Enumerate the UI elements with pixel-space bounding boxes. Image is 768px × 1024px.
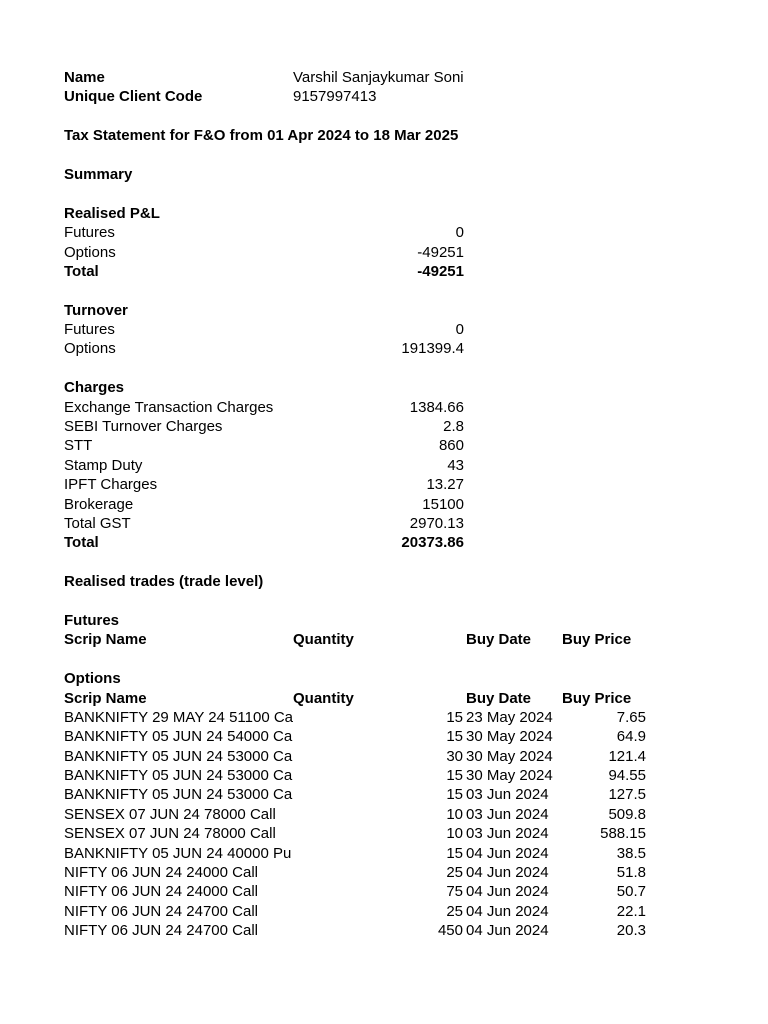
scrip-name: NIFTY 06 JUN 24 24700 Call (64, 922, 258, 940)
charge-value: 13.27 (426, 476, 464, 494)
charge-row (64, 436, 744, 455)
quantity: 15 (446, 708, 463, 726)
futures-col-buy-price: Buy Price (562, 631, 632, 649)
turnover-label: Futures (64, 321, 115, 339)
futures-heading: Futures (64, 611, 120, 629)
scrip-name: NIFTY 06 JUN 24 24000 Call (64, 864, 258, 882)
quantity: 15 (446, 767, 463, 785)
table-row (64, 844, 744, 863)
trades-heading-row (64, 572, 744, 591)
options-header-row (64, 689, 744, 708)
turnover-heading: Turnover (64, 301, 128, 319)
charge-row (64, 398, 744, 417)
buy-price: 588.15 (600, 825, 646, 843)
futures-col-buy-date: Buy Date (466, 631, 532, 649)
charge-row (64, 514, 744, 533)
charges-heading-row (64, 378, 744, 397)
pnl-label: Futures (64, 224, 115, 242)
buy-price: 51.8 (616, 864, 646, 882)
turnover-row (64, 320, 744, 339)
scrip-name: BANKNIFTY 05 JUN 24 53000 Ca (64, 767, 293, 785)
summary-heading-row (64, 165, 744, 184)
buy-price: 38.5 (616, 844, 646, 862)
name-value: Varshil Sanjaykumar Soni (293, 69, 464, 86)
buy-price: 22.1 (616, 902, 646, 920)
charge-label: Total GST (64, 514, 131, 532)
scrip-name: BANKNIFTY 05 JUN 24 40000 Pu (64, 844, 292, 862)
buy-price: 94.55 (608, 767, 646, 785)
scrip-name: SENSEX 07 JUN 24 78000 Call (64, 825, 276, 843)
statement-title: Tax Statement for F&O from 01 Apr 2024 to 18 Mar 2025 (64, 127, 459, 145)
buy-date: 04 Jun 2024 (466, 902, 549, 920)
charge-label: Brokerage (64, 495, 134, 513)
quantity: 15 (446, 786, 463, 804)
charges-heading: Charges (64, 379, 125, 397)
table-row (64, 882, 744, 901)
charge-value: 2.8 (443, 418, 464, 436)
turnover-value: 0 (455, 321, 464, 339)
futures-col-quantity: Quantity (293, 631, 354, 649)
charge-value: 2970.13 (409, 514, 464, 532)
quantity: 15 (446, 728, 463, 746)
charge-value: 860 (438, 437, 464, 455)
scrip-name: NIFTY 06 JUN 24 24000 Call (64, 883, 258, 901)
statement-title-row (64, 126, 744, 145)
turnover-value: 191399.4 (401, 340, 464, 358)
charge-row (64, 495, 744, 514)
options-heading-row (64, 669, 744, 688)
buy-date: 30 May 2024 (466, 747, 553, 765)
options-col-buy-date: Buy Date (466, 689, 532, 707)
charges-total-value: 20373.86 (401, 534, 464, 552)
charge-label: Stamp Duty (64, 456, 143, 474)
scrip-name: SENSEX 07 JUN 24 78000 Call (64, 805, 276, 823)
client-name-row (64, 68, 744, 87)
realised-pnl-heading-row (64, 204, 744, 223)
table-row (64, 747, 744, 766)
charge-label: Exchange Transaction Charges (64, 398, 274, 416)
table-row (64, 863, 744, 882)
quantity: 30 (446, 747, 463, 765)
charges-total-row (64, 533, 744, 552)
buy-price: 127.5 (608, 786, 646, 804)
summary-heading: Summary (64, 165, 133, 183)
quantity: 25 (446, 864, 463, 882)
buy-date: 04 Jun 2024 (466, 883, 549, 901)
client-code-value: 9157997413 (293, 88, 377, 106)
buy-price: 509.8 (608, 805, 646, 823)
table-row (64, 902, 744, 921)
client-code-label: Unique Client Code (64, 88, 203, 106)
quantity: 75 (446, 883, 463, 901)
table-row (64, 805, 744, 824)
trades-heading: Realised trades (trade level) (64, 573, 264, 591)
buy-price: 20.3 (616, 922, 646, 940)
pnl-value: -49251 (417, 243, 464, 261)
quantity: 450 (437, 922, 463, 940)
turnover-row (64, 339, 744, 358)
table-row (64, 824, 744, 843)
charges-total-label: Total (64, 534, 99, 552)
quantity: 10 (446, 805, 463, 823)
charge-label: IPFT Charges (64, 476, 158, 494)
pnl-total-label: Total (64, 262, 99, 280)
buy-price: 7.65 (616, 708, 646, 726)
quantity: 10 (446, 825, 463, 843)
buy-price: 64.9 (616, 728, 646, 746)
buy-date: 04 Jun 2024 (466, 922, 549, 940)
pnl-label: Options (64, 243, 116, 261)
options-col-buy-price: Buy Price (562, 689, 632, 707)
buy-price: 50.7 (616, 883, 646, 901)
tax-statement-sheet (64, 68, 744, 941)
scrip-name: BANKNIFTY 05 JUN 24 53000 Ca (64, 786, 293, 804)
table-row (64, 727, 744, 746)
charge-row (64, 475, 744, 494)
pnl-value: 0 (455, 224, 464, 242)
name-label: Name (64, 69, 105, 86)
pnl-row (64, 223, 744, 242)
table-row (64, 766, 744, 785)
charge-value: 43 (447, 456, 464, 474)
scrip-name: NIFTY 06 JUN 24 24700 Call (64, 902, 258, 920)
buy-date: 03 Jun 2024 (466, 786, 549, 804)
charge-row (64, 417, 744, 436)
buy-date: 23 May 2024 (466, 708, 553, 726)
pnl-total-row (64, 262, 744, 281)
scrip-name: BANKNIFTY 05 JUN 24 53000 Ca (64, 747, 293, 765)
charge-label: STT (64, 437, 93, 455)
buy-date: 30 May 2024 (466, 767, 553, 785)
table-row (64, 921, 744, 940)
futures-header-row (64, 630, 744, 649)
pnl-total-value: -49251 (417, 262, 464, 280)
charge-value: 15100 (422, 495, 464, 513)
buy-date: 04 Jun 2024 (466, 844, 549, 862)
pnl-row (64, 243, 744, 262)
options-heading: Options (64, 670, 121, 688)
table-row (64, 785, 744, 804)
futures-col-scrip: Scrip Name (64, 631, 147, 649)
buy-price: 121.4 (608, 747, 646, 765)
buy-date: 03 Jun 2024 (466, 825, 549, 843)
futures-heading-row (64, 611, 744, 630)
turnover-label: Options (64, 340, 116, 358)
options-col-quantity: Quantity (293, 689, 354, 707)
charge-label: SEBI Turnover Charges (64, 418, 223, 436)
quantity: 25 (446, 902, 463, 920)
realised-pnl-heading: Realised P&L (64, 204, 160, 222)
buy-date: 03 Jun 2024 (466, 805, 549, 823)
buy-date: 04 Jun 2024 (466, 864, 549, 882)
client-code-row (64, 87, 744, 106)
buy-date: 30 May 2024 (466, 728, 553, 746)
turnover-heading-row (64, 301, 744, 320)
charge-row (64, 456, 744, 475)
scrip-name: BANKNIFTY 05 JUN 24 54000 Ca (64, 728, 293, 746)
table-row (64, 708, 744, 727)
charge-value: 1384.66 (409, 398, 464, 416)
scrip-name: BANKNIFTY 29 MAY 24 51100 Ca (64, 708, 293, 726)
quantity: 15 (446, 844, 463, 862)
options-col-scrip: Scrip Name (64, 689, 147, 707)
